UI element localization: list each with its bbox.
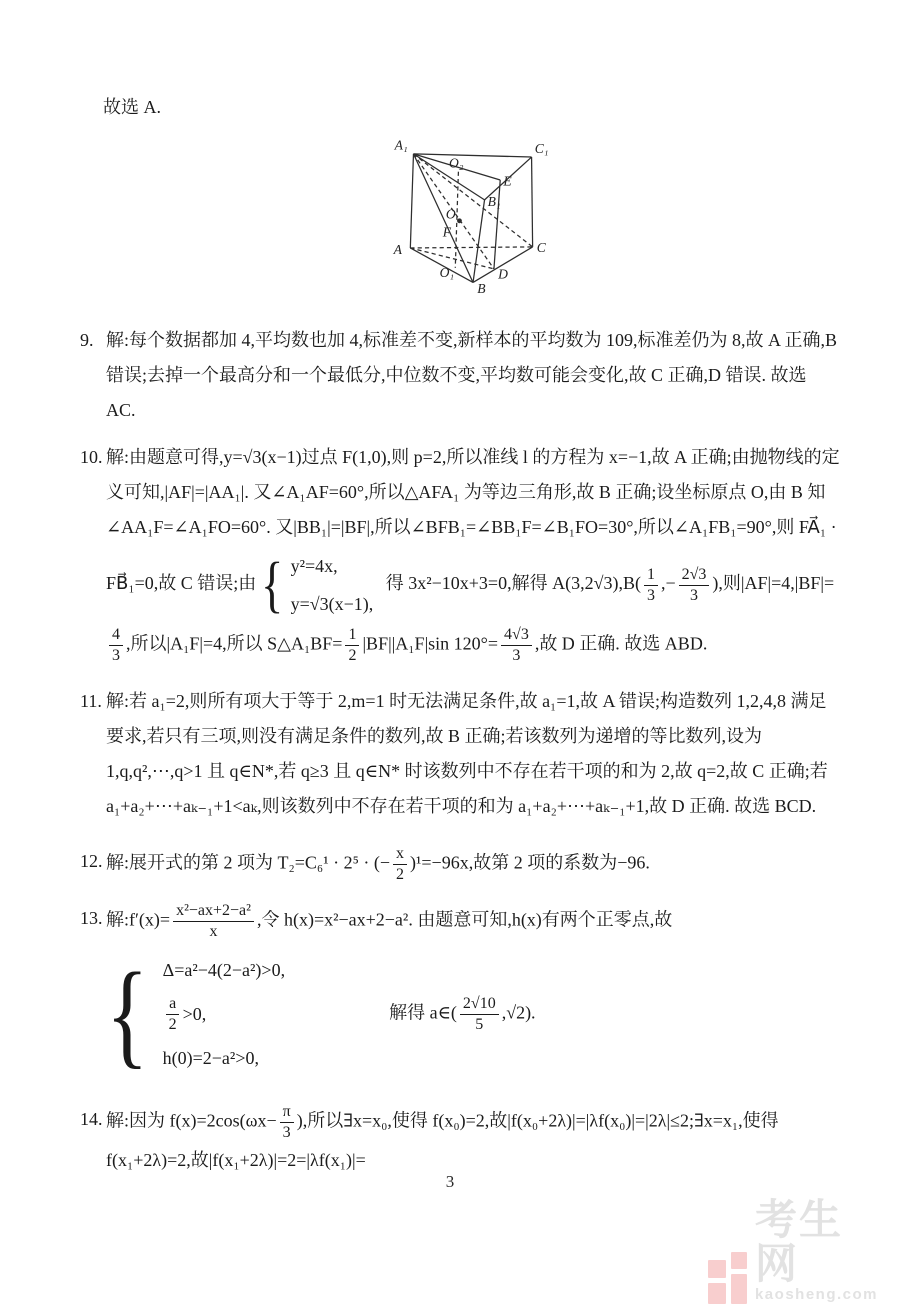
left-brace: { bbox=[260, 550, 284, 619]
edge-AC-dashed bbox=[410, 247, 532, 248]
fraction-1-2: $\frac{1}{2}$ bbox=[345, 625, 359, 666]
item-11-text: 解:若 a₁=2,则所有项大于等于 2,m=1 时无法满足条件,故 a₁=1,故 A 错误;构造数列 1,2,4,8 满足要求,若只有三项,则没有满足条件的数列,故 B 正确;若该数列为递增的等比数列,设为 1,q,q²,⋯,q>1 且 q∈N*,若 q≥3 且 q∈N* 时该数列中不存在若干项的和为 2,故 q=2,故 C 正确;若 a₁+a₂+⋯+aₖ₋₁+1<aₖ,则该数列中不存在若干项的和为 a₁+a₂+⋯+aₖ₋₁+1,故 D 正确. 故选 BCD. bbox=[106, 691, 828, 816]
solution-item-13 bbox=[80, 901, 840, 1082]
item-13-system-row bbox=[106, 946, 840, 1082]
item-10-text-6: |BF||A₁F|sin 120°= bbox=[362, 633, 499, 654]
inequality-system-13 bbox=[106, 948, 285, 1080]
item-number-12: 12. bbox=[80, 851, 103, 871]
system-eq-1: y²=4x, bbox=[290, 556, 338, 576]
prism-figure bbox=[386, 133, 558, 307]
item-number-13: 13. bbox=[80, 908, 103, 928]
fraction-x-2: $\frac{x}{2}$ bbox=[393, 844, 407, 885]
item-13-text-4: ,√2). bbox=[501, 1002, 536, 1023]
watermark-brand: 考生网 bbox=[754, 1196, 843, 1287]
system-ineq-1: Δ=a²−4(2−a²)>0, bbox=[162, 960, 286, 980]
system-inequalities bbox=[163, 948, 285, 1080]
kaosheng-watermark bbox=[708, 1198, 878, 1304]
solution-item-12 bbox=[80, 844, 840, 885]
fraction-4-3: $\frac{4}{3}$ bbox=[109, 625, 123, 666]
answer-choice-line: 故选 A. bbox=[103, 97, 161, 117]
fraction-1-3: $\frac{1}{3}$ bbox=[644, 565, 658, 606]
item-12-text-2: )¹=−96x,故第 2 项的系数为−96. bbox=[410, 852, 650, 873]
fraction-2sqrt10-5: $\frac{2√10}{5}$ bbox=[460, 994, 499, 1035]
left-brace: { bbox=[106, 947, 149, 1079]
item-body-13 bbox=[106, 901, 840, 1082]
system-equations bbox=[291, 547, 374, 623]
prism-svg bbox=[386, 133, 558, 295]
solution-item-14 bbox=[80, 1102, 840, 1178]
item-14-text-1: 解:因为 f(x)=2cos(ωx− bbox=[106, 1110, 277, 1131]
watermark-site: kaosheng.com bbox=[754, 1286, 878, 1303]
solution-item-10 bbox=[80, 440, 840, 666]
item-10-text-4: ),则|AF|=4,|BF|= bbox=[712, 573, 835, 594]
system-ineq-2: $\frac{a}{2}$ >0, bbox=[163, 992, 285, 1036]
label-A: A bbox=[393, 242, 402, 258]
item-10-text-1: 解:由题意可得,y=√3(x−1)过点 F(1,0),则 p=2,所以准线 l 的方程为 x=−1,故 A 正确;由抛物线的定义可知,|AF|=|AA₁|. 又∠A₁AF=60°,所以△AFA₁ 为等边三角形,故 B 正确;设坐标原点 O,由 B 知∠AA₁F=∠A₁FO=60°. 又|BB₁|=|BF|,所以∠BFB₁=∠BB₁F=∠B₁FO=30°,所以∠A₁FB₁=90°,则 FA⃗₁ · FB⃗₁=0,故 C 错误;由 bbox=[106, 447, 840, 594]
equation-system-10 bbox=[261, 547, 373, 623]
label-B: B bbox=[477, 280, 486, 296]
label-F: F bbox=[442, 224, 452, 240]
item-body-14 bbox=[106, 1102, 840, 1178]
system-eq-2: y=√3(x−1), bbox=[290, 594, 374, 614]
fraction-pi-3: $\frac{\pi}{3}$ bbox=[280, 1102, 294, 1143]
label-E: E bbox=[503, 173, 512, 189]
page-number: 3 bbox=[445, 1172, 455, 1191]
item-10-text-7: ,故 D 正确. 故选 ABD. bbox=[534, 633, 708, 654]
watermark-text bbox=[755, 1198, 878, 1304]
solution-item-9 bbox=[80, 323, 840, 428]
item-number-14: 14. bbox=[80, 1109, 103, 1129]
label-B1: B₁ bbox=[487, 194, 501, 210]
edge-C1C bbox=[532, 157, 533, 247]
edge-B1B bbox=[473, 200, 484, 283]
item-10-text-5: ,所以|A₁F|=4,所以 S△A₁BF= bbox=[126, 633, 343, 654]
solutions-content bbox=[80, 90, 840, 1178]
item-13-solution bbox=[389, 994, 535, 1035]
item-14-text-2: ),所以∃x=x₀,使得 f(x₀)=2,故|f(x₀+2λ)|=|λf(x₀)|=|2λ|≤2;∃x=x₁,使得 f(x₁+2λ)=2,故|f(x₁+2λ)|=2=|λf(x₁)|= bbox=[106, 1110, 779, 1170]
system-ineq-3: h(0)=2−a²>0, bbox=[162, 1048, 259, 1068]
item-10-text-2: 得 3x²−10x+3=0,解得 A(3,2√3),B( bbox=[385, 573, 641, 594]
edge-A1A bbox=[410, 154, 413, 248]
item-body-9 bbox=[106, 323, 840, 428]
watermark-row bbox=[708, 1198, 878, 1304]
kaosheng-logo-icon bbox=[708, 1252, 747, 1304]
fraction-4sqrt3-3: $\frac{4√3}{3}$ bbox=[501, 625, 532, 666]
label-C: C bbox=[536, 240, 546, 256]
label-C1: C₁ bbox=[534, 140, 549, 156]
fraction-derivative: $\frac{\text{x²−ax+2−a²}}{x}$ bbox=[173, 901, 254, 942]
solution-item-11 bbox=[80, 684, 840, 824]
label-O2: O₂ bbox=[449, 155, 464, 171]
item-13-text-2: ,令 h(x)=x²−ax+2−a². 由题意可知,h(x)有两个正零点,故 bbox=[256, 909, 673, 930]
item-13-line-1 bbox=[106, 901, 840, 942]
item-9-text: 解:每个数据都加 4,平均数也加 4,标准差不变,新样本的平均数为 109,标准差仍为 8,故 A 正确,B 错误;去掉一个最高分和一个最低分,中位数不变,平均数可能会变化,故 C 正确,D 错误. 故选 AC. bbox=[106, 330, 838, 420]
item-12-text-1: 解:展开式的第 2 项为 T₂=C₆¹ · 2⁵ · (− bbox=[106, 852, 391, 873]
edge-A1C1 bbox=[413, 154, 531, 157]
item-13-text-1: 解:f′(x)= bbox=[106, 909, 171, 930]
label-O: O bbox=[445, 206, 456, 222]
fraction-a-2: $\frac{a}{2}$ bbox=[166, 994, 180, 1035]
item-number-11: 11. bbox=[80, 691, 102, 711]
point-O-dot bbox=[457, 218, 462, 223]
cevian-A1C-dashed bbox=[413, 154, 532, 247]
item-number-9: 9. bbox=[80, 330, 94, 350]
item-body-12 bbox=[106, 844, 840, 885]
label-A1: A₁ bbox=[394, 137, 408, 153]
item-number-10: 10. bbox=[80, 447, 103, 467]
fraction-2sqrt3-3: $\frac{2√3}{3}$ bbox=[679, 565, 710, 606]
item-body-10 bbox=[106, 440, 840, 666]
item-13-text-3: 解得 a∈( bbox=[389, 1002, 457, 1023]
item-10-text-3: ,− bbox=[660, 573, 676, 594]
label-D: D bbox=[498, 266, 508, 282]
item-body-11 bbox=[106, 684, 840, 824]
label-O1: O₁ bbox=[439, 265, 455, 281]
